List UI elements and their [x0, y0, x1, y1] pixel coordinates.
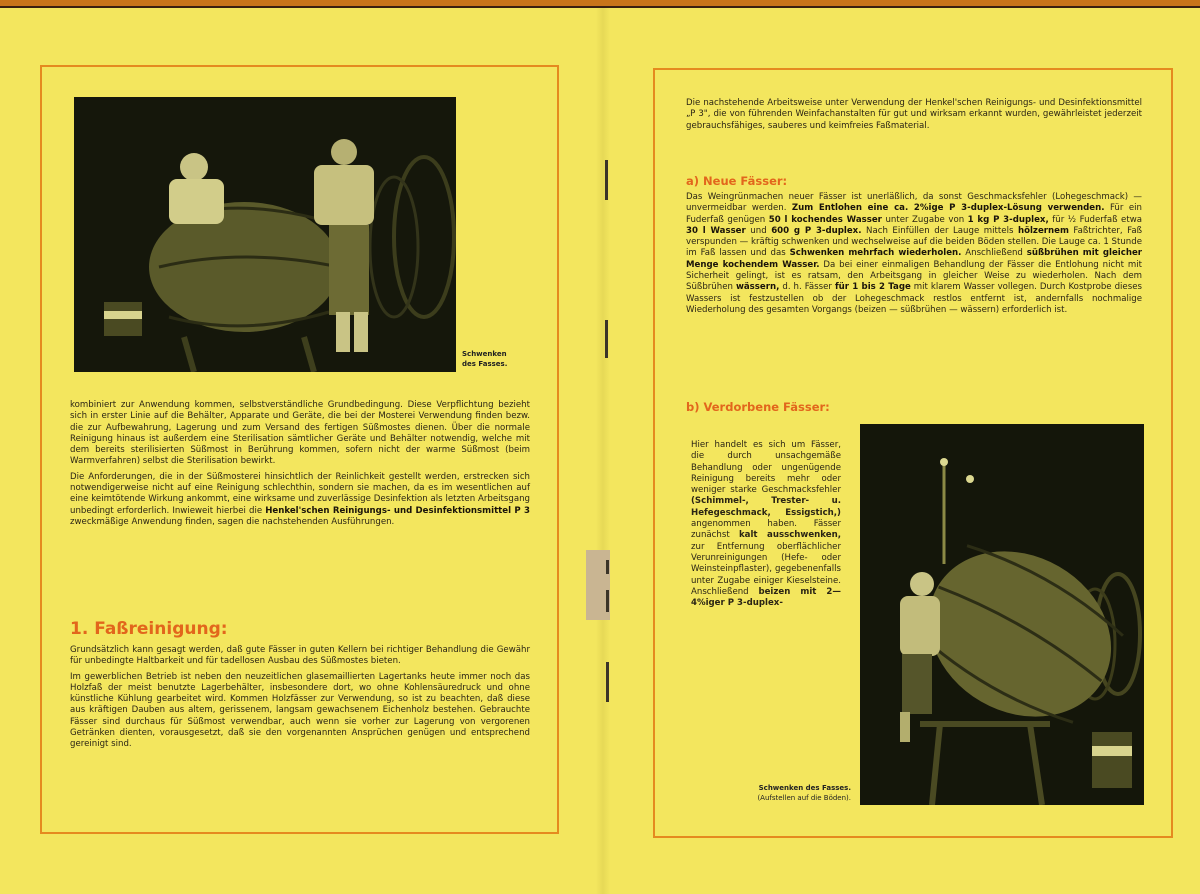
- text-run: unter Zugabe von: [881, 214, 968, 225]
- bold-run: wässern,: [735, 282, 780, 293]
- staple: [605, 160, 608, 200]
- bold-run: 50 l kochendes Wasser: [768, 214, 882, 225]
- subsection-heading: b) Verdorbene Fässer:: [686, 400, 830, 414]
- text-run: Nach Einfüllen der Lauge mittels: [861, 225, 1018, 236]
- caption-line: Schwenken: [462, 350, 507, 358]
- caption-line: (Aufstellen auf die Böden).: [757, 794, 851, 802]
- text-run: mit klarem Wasser vollegen. Durch Kostprobe dieses Wassers ist festzustellen ob der Lohegeschmack restlos entfernt ist, andernfalls nochmalige Wiederholung des gesamten Vorgangs (beizen — süßbrühen — wässern) erforderlich ist.: [686, 282, 1142, 315]
- text-run: angenommen haben. Fässer zunächst: [691, 519, 841, 541]
- bold-run: für 1 bis 2 Tage: [834, 282, 911, 293]
- bold-run: süßbrühen mit gleicher Menge kochendem Wasser.: [686, 248, 1143, 270]
- bold-run: 600 g P 3-duplex.: [771, 225, 862, 236]
- caption-line: Schwenken des Fasses.: [758, 784, 851, 792]
- body-text: [686, 192, 1142, 316]
- text-run: zweckmäßige Anwendung finden, sagen die nachstehenden Ausführungen.: [70, 516, 395, 527]
- intro-paragraph: Die nachstehende Arbeitsweise unter Verwendung der Henkel'schen Reinigungs- und Desinfektionsmittel „P 3", die von führenden Weinfachanstalten für gut und wirksam erkannt wurden, gewährleistet jederzeit gebrauchsfähiges, sauberes und keimfreies Faßmaterial.: [686, 98, 1142, 131]
- barrel-swinging-photo: [74, 97, 456, 372]
- photo-caption: [462, 349, 552, 369]
- staple: [605, 320, 608, 358]
- text-run: Die Anforderungen, die in der Süßmosterei hinsichtlich der Reinlichkeit gestellt werden, erstrecken sich notwendigerweise nicht auf eine Reinigung schlechthin, sondern sie machen, da es im wesentlichen auf eine keimtötende Wirkung ankommt, eine wirksame und zuverlässige Desinfektion als letzten Arbeitsgang unbedingt erforderlich. Inwieweit hierbei die: [70, 471, 530, 516]
- section-heading: 1. Faßreinigung:: [70, 619, 228, 639]
- bold-run: 30 l Wasser: [686, 225, 746, 236]
- bold-run: Henkel'schen Reinigungs- und Desinfektionsmittel P 3: [265, 505, 530, 516]
- bold-run: 1 kg P 3-duplex,: [967, 214, 1049, 225]
- caption-line: des Fasses.: [462, 360, 508, 368]
- staple: [606, 662, 609, 702]
- paragraph: Im gewerblichen Betrieb ist neben den neuzeitlichen glasemaillierten Lagertanks heute immer noch das Holzfaß der meist benutzte Lagerbehälter, insbesondere dort, wo ohne Kohlensäuredruck und ohne künstliche Kühlung gearbeitet wird. Kommen Holzfässer zur Verwendung, so ist zu beachten, daß diese aus kräftigen Dauben aus altem, gerissenem, langsam gewachsenem Eichenholz bestehen. Gebrauchte Fässer sind durchaus für Süßmost verwendbar, auch wenn sie vorher zur Lagerung von vergorenen Getränken dienten, vorausgesetzt, daß sie den vorgenannten Ansprüchen genügen und entsprechend gereinigt sind.: [70, 671, 530, 750]
- booklet-spine: [596, 8, 610, 894]
- paragraph: kombiniert zur Anwendung kommen, selbstverständliche Grundbedingung. Diese Verpflichtung bezieht sich in erster Linie auf die Behälter, Apparate und Geräte, die bei der Mosterei Verwendung finden bezw. die zur Aufbewahrung, Lagerung und zum Versand des fertigen Süßmostes dienen. Über die normale Reinigung hinaus ist außerdem eine Sterilisation sämtlicher Geräte und Behälter notwendig, welche mit dem bereits sterilisierten Süßmost in Berührung kommen, sofern nicht der warme Süßmost (beim Warmverfahren) selbst die Sterilisation bewirkt.: [70, 400, 530, 467]
- left-page: [40, 65, 559, 834]
- bold-run: beizen mit 2—4%iger P 3-duplex-: [691, 586, 841, 609]
- right-page: [653, 68, 1173, 838]
- text-run: Das Weingrünmachen neuer Fässer ist unerläßlich, da sonst Geschmacksfehler (Lohegeschmack) — unvermeidbar werden.: [686, 192, 1142, 214]
- bold-run: Zum Entlohen eine ca. 2%ige P 3-duplex-Lösung verwenden.: [791, 203, 1105, 214]
- text-run: zur Entfernung oberflächlicher Verunreinigungen (Hefe- oder Weinsteinpflaster), gegebenenfalls unter Zugabe einiger Kieselsteine. Anschließend: [691, 541, 841, 597]
- photo-illustration: [860, 424, 1144, 805]
- bold-run: kalt ausschwenken,: [738, 530, 841, 541]
- subsection-heading: a) Neue Fässer:: [686, 174, 788, 188]
- text-run: Hier handelt es sich um Fässer, die durch unsachgemäße Behandlung oder ungenügende Reinigung bereits mehr oder weniger starke Geschmacksfehler: [691, 440, 841, 496]
- body-text: [70, 400, 530, 532]
- text-run: Da bei einer einmaligen Behandlung der Fässer die Entlohung nicht mit Sicherheit gelingt, ist es ratsam, den Arbeitsgang in gleicher Weise zu wiederholen. Nach dem Süßbrühen: [686, 259, 1142, 293]
- photo-caption: [675, 783, 851, 803]
- barrel-tilting-photo: [860, 424, 1144, 805]
- paragraph: Grundsätzlich kann gesagt werden, daß gute Fässer in guten Kellern bei richtiger Behandlung die Gewähr für unbedingte Haltbarkeit und für tadellosen Ausbau des Süßmostes bieten.: [70, 645, 530, 667]
- text-run: Für ein Fuderfaß genügen: [686, 203, 1142, 225]
- bold-run: (Schimmel-, Trester- u. Hefegeschmack, Essigstich,): [691, 496, 841, 518]
- text-run: d. h. Fässer: [779, 282, 835, 293]
- paragraph: [70, 472, 530, 528]
- text-run: und: [745, 225, 772, 236]
- body-text: [691, 440, 841, 609]
- text-run: Faßtrichter, Faß verspunden — kräftig schwenken und wechselweise auf die beiden Böden stellen. Die Lauge ca. 1 Stunde im Faß lassen und das: [686, 225, 1143, 259]
- body-text: [70, 645, 530, 755]
- text-run: für ½ Fuderfaß etwa: [1048, 214, 1142, 225]
- text-run: Anschließend: [961, 248, 1027, 259]
- photo-illustration: [74, 97, 456, 372]
- bold-run: Schwenken mehrfach wiederholen.: [789, 248, 962, 259]
- staple: [606, 560, 609, 574]
- bold-run: hölzernem: [1017, 225, 1069, 236]
- staple: [606, 590, 609, 612]
